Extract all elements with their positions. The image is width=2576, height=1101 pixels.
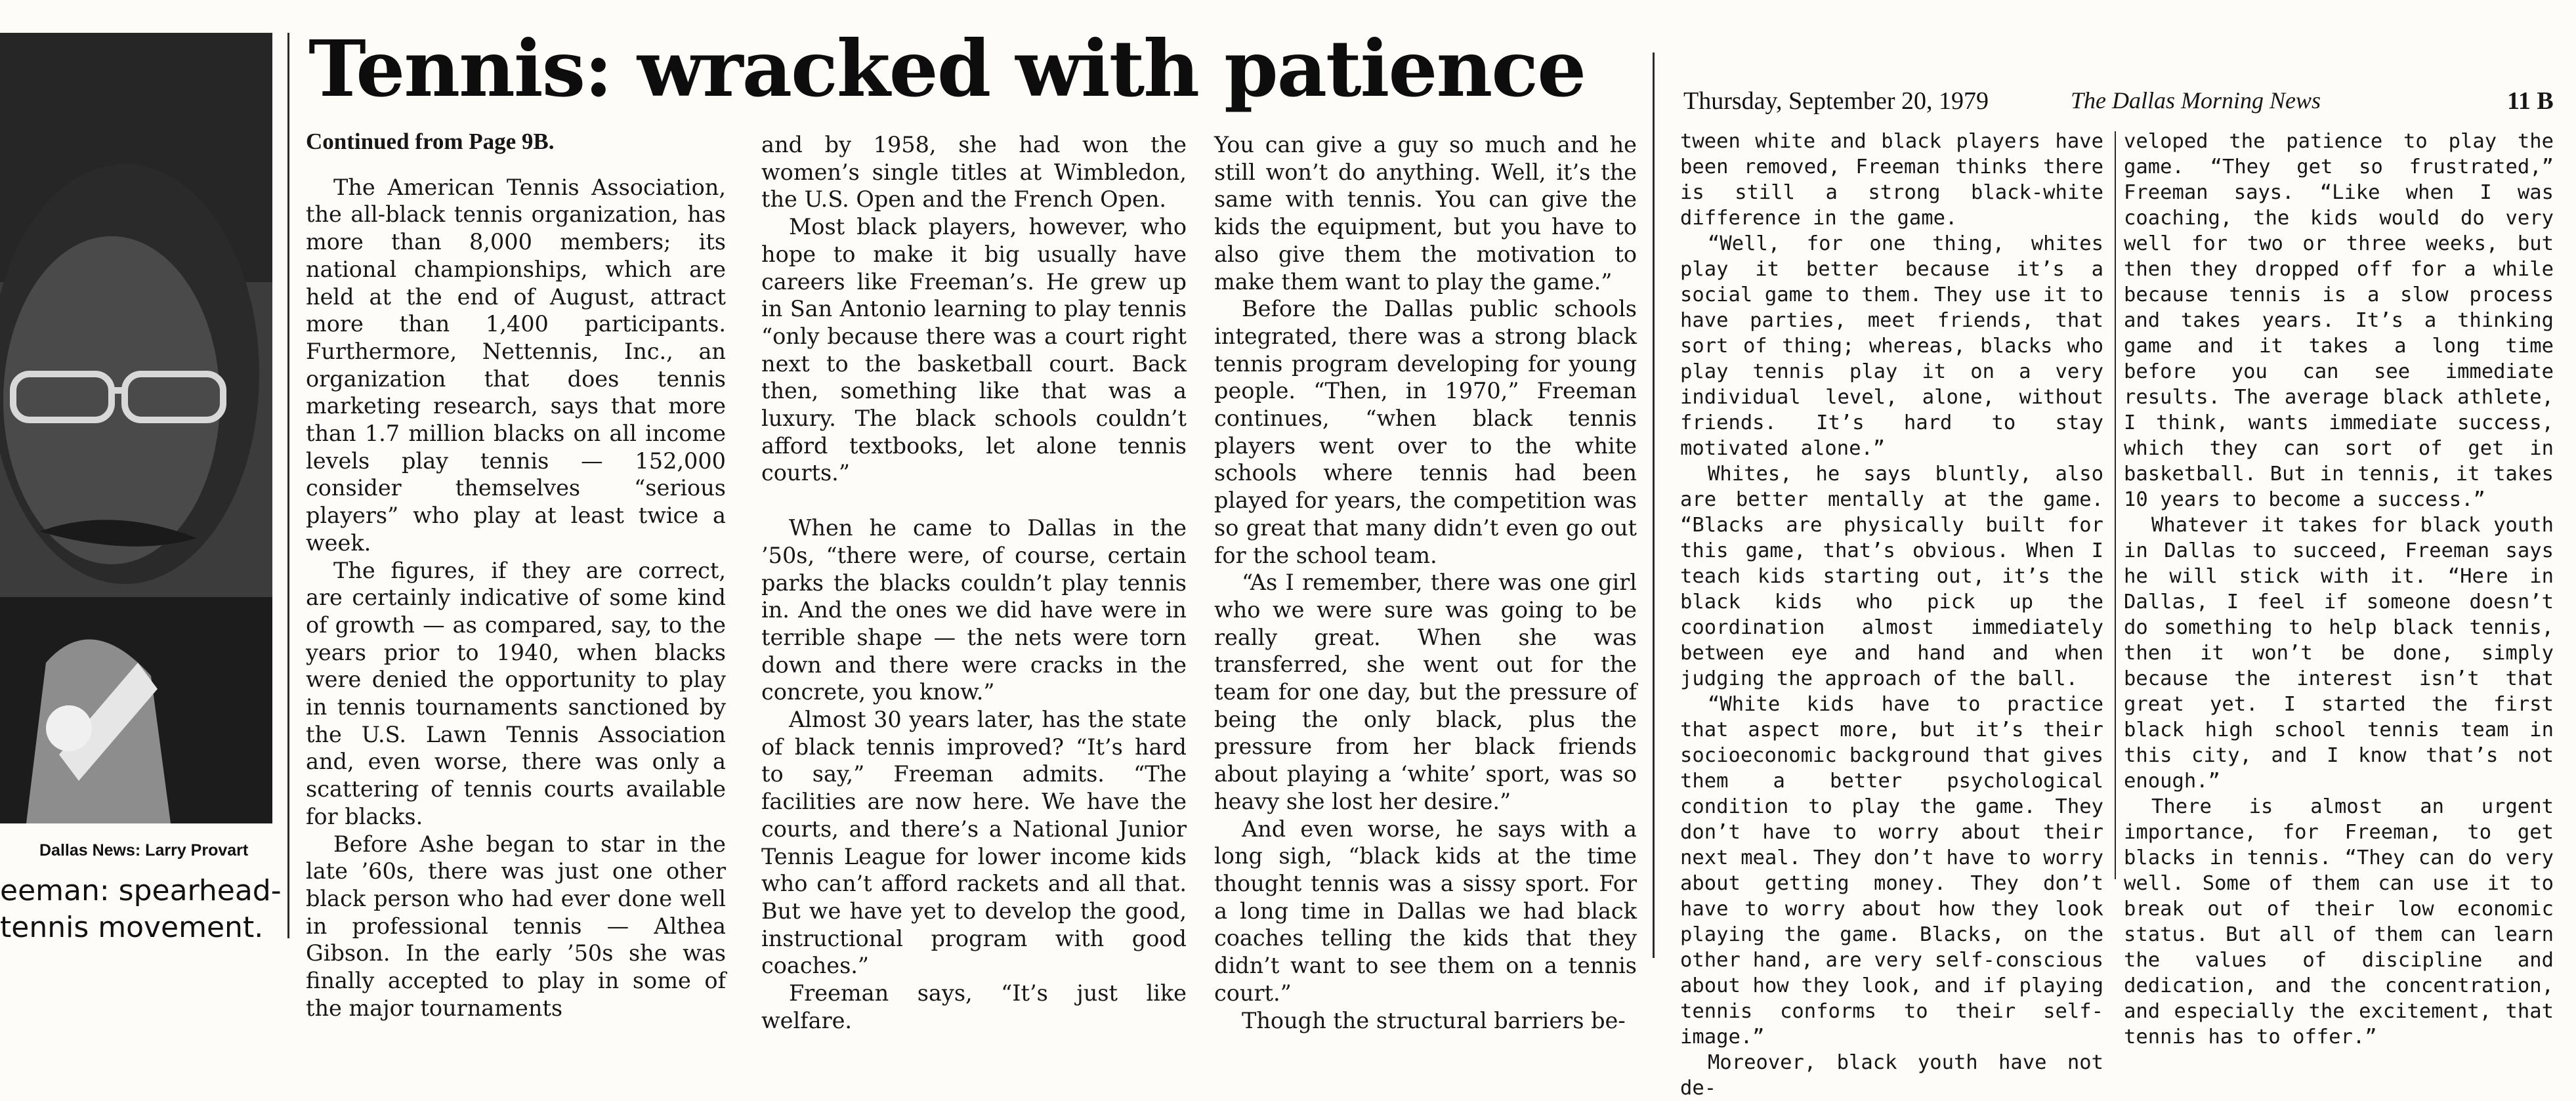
continued-note: Continued from Page 9B. bbox=[306, 129, 555, 154]
paragraph: Almost 30 years later, has the state of black tennis improved? “It’s hard to say,” Freeman admits. “The facilities are now here. We have the courts, and there’s a National Junior Tennis League for lower income kids who can’t afford rackets and all that. But we have yet to develop the good, instructional program with good coaches.” bbox=[761, 707, 1187, 979]
paragraph: When he came to Dallas in the ’50s, “there were, of course, certain parks the blacks couldn’t play tennis in. And the ones we did have were in terrible shape — the nets were torn down and there were cracks in the concrete, you know.” bbox=[761, 515, 1187, 705]
photo-credit: Dallas News: Larry Provart bbox=[39, 841, 249, 860]
paragraph: The figures, if they are correct, are certainly indicative of some kind of growth — as compared, say, to the years prior to 1940, when blacks were denied the opportunity to play in tennis tournaments sanctioned by the U.S. Lawn Tennis Association and, even worse, there was only a scattering of tennis courts available for blacks. bbox=[306, 557, 726, 829]
paragraph: “As I remember, there was one girl who we were sure was going to be really great. When she was transferred, she went out for the team for one day, but the pressure of being the only black, plus the pressure from her black friends about playing a ‘white’ sport, was so heavy she lost her desire.” bbox=[1214, 570, 1637, 814]
paragraph: and by 1958, she had won the women’s single titles at Wimbledon, the U.S. Open and the French Open. bbox=[761, 132, 1187, 213]
paragraph: Most black players, however, who hope to make it big usually have careers like Freeman’s. He grew up in San Antonio learning to play tennis “only because there was a court right next to the basketball court. Back then, something like that was a luxury. The black schools couldn’t afford textbooks, let alone tennis courts.” bbox=[761, 214, 1187, 486]
portrait-illustration bbox=[0, 33, 272, 823]
column-rule bbox=[287, 33, 289, 938]
paragraph: tween white and black players have been removed, Freeman thinks there is still a strong black-white difference in the game. bbox=[1680, 130, 2103, 230]
article-column-5 bbox=[2124, 129, 2554, 1050]
issue-date: Thursday, September 20, 1979 bbox=[1683, 87, 1989, 115]
news-photo bbox=[0, 33, 272, 823]
paragraph: And even worse, he says with a long sigh, “black kids at the time thought tennis was a sissy sport. For a long time in Dallas we had black coaches telling the kids that they didn’t want to see them on a tennis court.” bbox=[1214, 816, 1637, 1006]
paragraph: “Well, for one thing, whites play it better because it’s a social game to them. They use it to have parties, meet friends, that sort of thing; whereas, blacks who play tennis play it on a very individual level, alone, without friends. It’s hard to stay motivated alone.” bbox=[1680, 232, 2103, 460]
paragraph: veloped the patience to play the game. “They get so frustrated,” Freeman says. “Like when I was coaching, the kids would do very well for two or three weeks, but then they dropped off for a while because tennis is a slow process and takes years. It’s a thinking game and it takes a long time before you can see immediate results. The average black athlete, I think, wants immediate success, which they can sort of get in basketball. But in tennis, it takes 10 years to become a success.” bbox=[2124, 130, 2554, 511]
paragraph: Whatever it takes for black youth in Dallas to succeed, Freeman says he will stick with it. “Here in Dallas, I feel if someone doesn’t do something to help black tennis, then it won’t be done, simply because the interest isn’t that great yet. I started the first black high school tennis team in this city, and I know that’s not enough.” bbox=[2124, 514, 2554, 793]
article-column-4 bbox=[1680, 129, 2103, 1101]
paragraph: There is almost an urgent importance, for Freeman, to get blacks in tennis. “They can do very well. Some of them can use it to break out of their low economic status. But all of them can learn the values of discipline and dedication, and the concentration, and especially the excitement, that tennis has to offer.” bbox=[2124, 795, 2554, 1049]
caption-line-2: tennis movement. bbox=[0, 911, 264, 944]
caption-line-1: eeman: spearhead- bbox=[0, 874, 282, 907]
article-column-2 bbox=[761, 131, 1187, 1035]
photo-caption bbox=[0, 873, 282, 946]
article-column-1 bbox=[306, 128, 726, 1022]
paragraph: Moreover, black youth have not de- bbox=[1680, 1051, 2103, 1100]
paragraph: Though the structural barriers be- bbox=[1242, 1007, 1626, 1033]
page-number: 11 B bbox=[2507, 87, 2554, 115]
paragraph: Before the Dallas public schools integrated, there was a strong black tennis program developing for young people. “Then, in 1970,” Freeman continues, “when black tennis players went over to the white schools where tennis had been played for years, the competition was so great that many didn’t even go out for the school team. bbox=[1214, 296, 1637, 568]
headline: Tennis: wracked with patience bbox=[308, 23, 1586, 114]
paragraph: Before Ashe began to star in the late ’60s, there was just one other black person who had ever done well in professional tennis — Althea Gibson. In the early ’50s she was finally accepted to play in some of the major tournaments bbox=[306, 831, 726, 1021]
column-rule bbox=[1653, 52, 1655, 958]
paragraph: Freeman says, “It’s just like welfare. bbox=[761, 980, 1187, 1033]
article-column-3 bbox=[1214, 131, 1637, 1034]
column-rule bbox=[2115, 131, 2116, 879]
paragraph: The American Tennis Association, the all-black tennis organization, has more than 8,000 members; its national championships, which are held at the end of August, attract more than 1,400 participants. Furthermore, Nettennis, Inc., an organization that does tennis marketing research, says that more than 1.7 million blacks on all income levels play tennis — 152,000 consider themselves “serious players” who play at least twice a week. bbox=[306, 174, 726, 556]
paragraph: You can give a guy so much and he still won’t do anything. Well, it’s the same with tennis. You can give the kids the equipment, but you have to also give them the motivation to make them want to play the game.” bbox=[1214, 132, 1637, 295]
paragraph: Whites, he says bluntly, also are better mentally at the game. “Blacks are physically built for this game, that’s obvious. When I teach kids starting out, it’s the black kids who pick up the coordination almost immediately between eye and hand and when judging the approach of the ball. bbox=[1680, 463, 2103, 690]
newspaper-name: The Dallas Morning News bbox=[2071, 87, 2321, 114]
paragraph: “White kids have to practice that aspect more, but it’s their socioeconomic background that gives them a better psychological condition to play the game. They don’t have to worry about their next meal. They don’t have to worry about getting money. They don’t have to worry about how they look playing the game. Blacks, on the other hand, are very self-conscious about how they look, and if playing tennis conforms to their self-image.” bbox=[1680, 693, 2103, 1049]
